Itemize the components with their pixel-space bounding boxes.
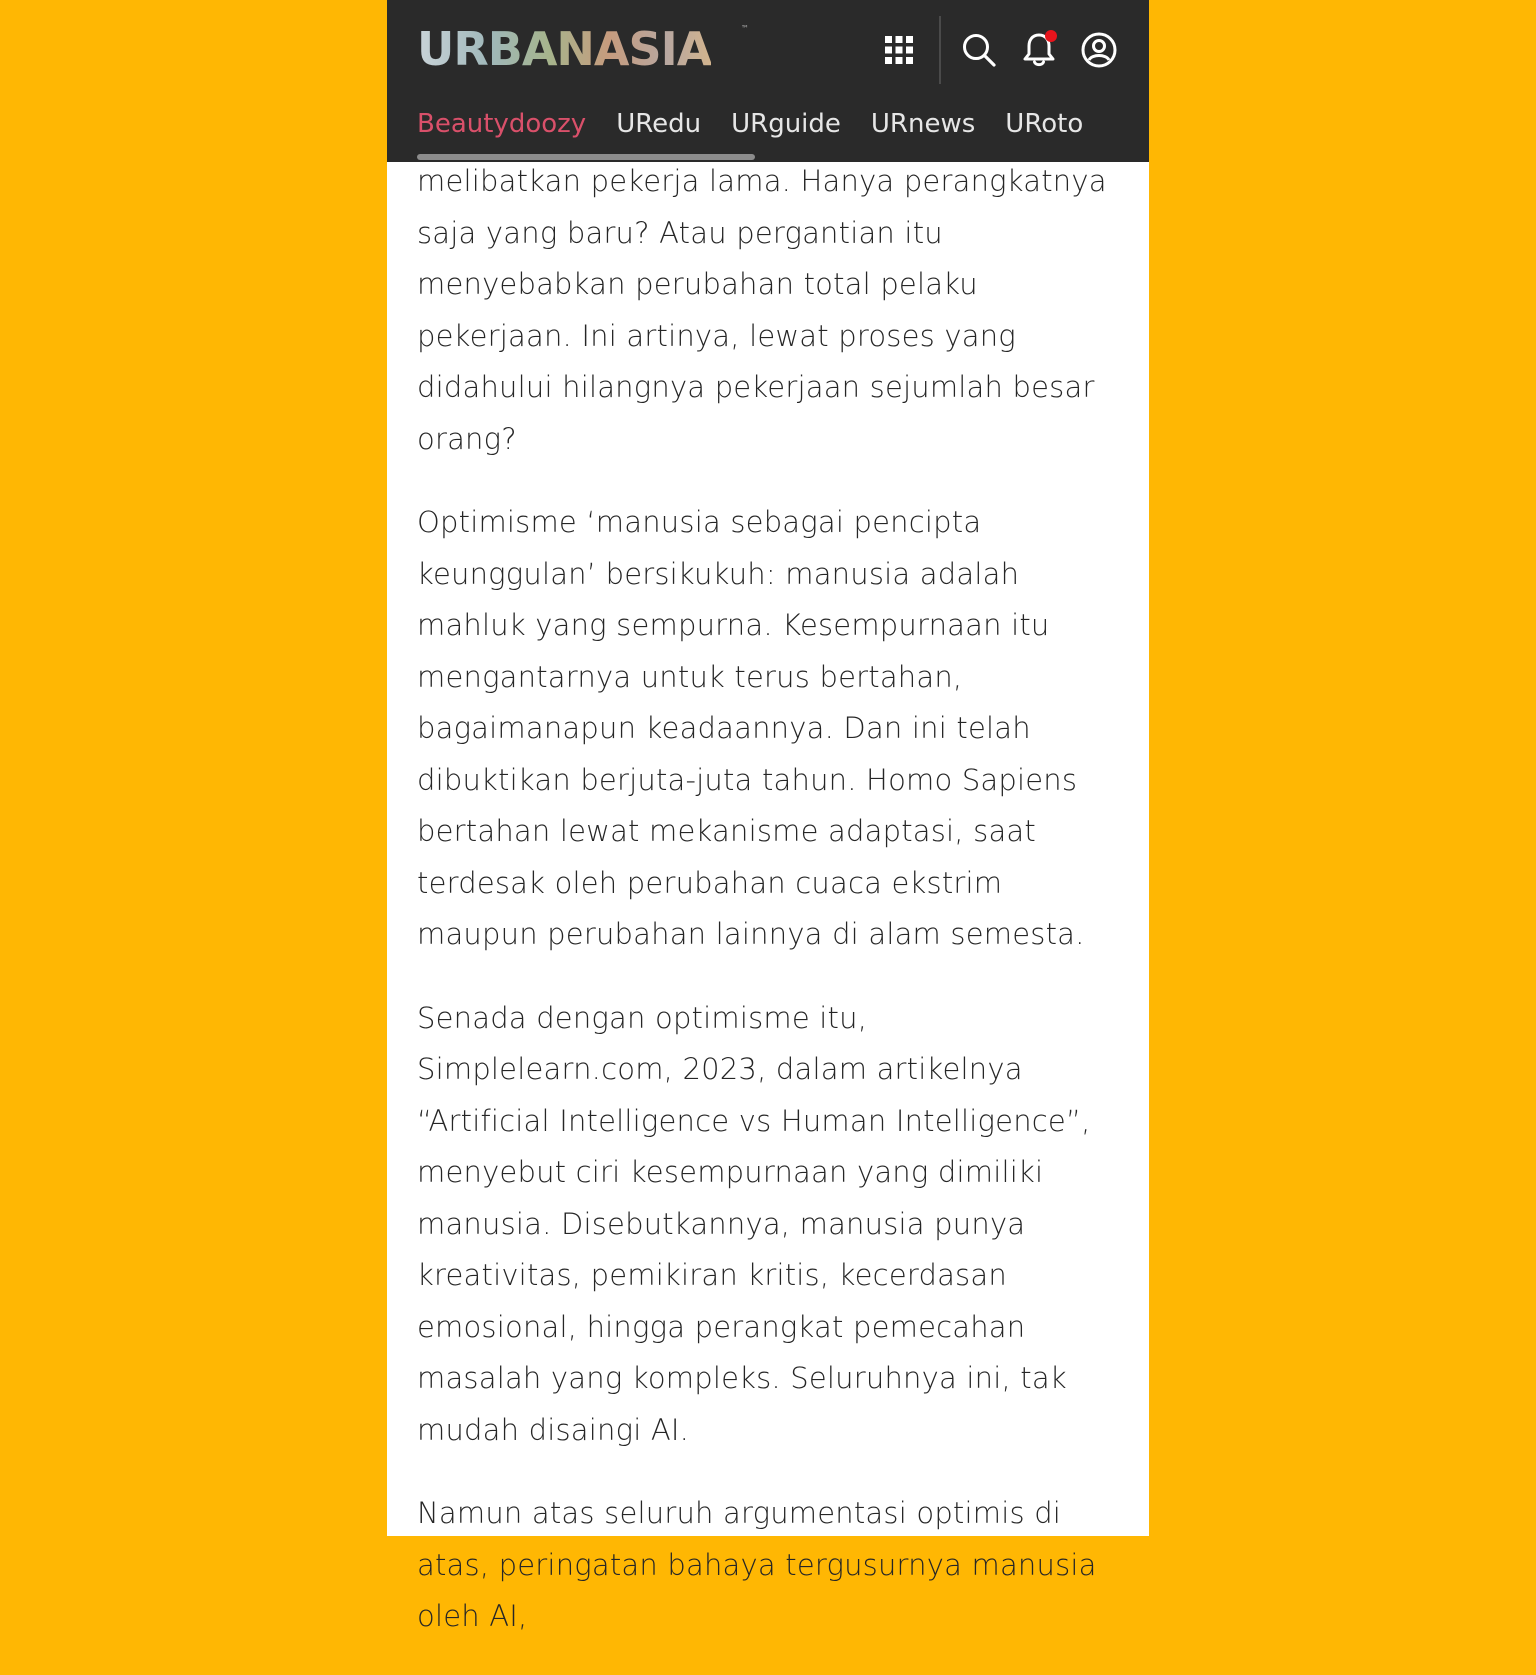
- category-nav: [417, 102, 1083, 146]
- site-header: [387, 0, 1149, 162]
- nav-item-uroto[interactable]: URoto: [1005, 109, 1084, 139]
- nav-scroll-indicator[interactable]: [417, 154, 755, 160]
- nav-item-uredu[interactable]: URedu: [616, 109, 702, 139]
- notifications-button[interactable]: [1017, 28, 1061, 72]
- notification-badge: [1045, 30, 1057, 42]
- header-divider: [939, 16, 941, 84]
- site-logo[interactable]: URBANASIA: [417, 22, 712, 76]
- nav-item-beautydoozy[interactable]: Beautydoozy: [417, 109, 587, 139]
- search-button[interactable]: [957, 28, 1001, 72]
- grid-icon: [884, 35, 914, 65]
- nav-item-urguide[interactable]: URguide: [731, 109, 841, 139]
- nav-item-urnews[interactable]: URnews: [870, 109, 976, 139]
- profile-button[interactable]: [1077, 28, 1121, 72]
- article-paragraph: Namun atas seluruh argumentasi optimis di atas, peringatan bahaya tergusurnya manusia oleh AI,: [417, 1496, 1097, 1633]
- user-circle-icon: [1080, 31, 1118, 69]
- search-icon: [961, 32, 997, 68]
- logo-trademark: ™: [741, 24, 749, 33]
- article-paragraph: Optimisme ‘manusia sebagai pencipta keunggulan’ bersikukuh: manusia adalah mahluk yang sempurna. Kesempurnaan itu mengantarnya untuk terus bertahan, bagaimanapun keadaannya. Dan ini telah dibuktikan berjuta-juta tahun. Homo Sapiens bertahan lewat mekanisme adaptasi, saat terdesak oleh perubahan cuaca ekstrim maupun perubahan lainnya di alam semesta.: [417, 505, 1085, 951]
- article-paragraph: melibatkan pekerja lama. Hanya perangkatnya saja yang baru? Atau pergantian itu menyebabkan perubahan total pelaku pekerjaan. Ini artinya, lewat proses yang didahului hilangnya pekerjaan sejumlah besar orang?: [417, 164, 1107, 456]
- page: [387, 0, 1149, 1633]
- article-body: [417, 156, 1127, 1675]
- article-paragraph: Senada dengan optimisme itu, Simplelearn.com, 2023, dalam artikelnya “Artificial Intelligence vs Human Intelligence”, menyebut ciri kesempurnaan yang dimiliki manusia. Disebutkannya, manusia punya kreativitas, pemikiran kritis, kecerdasan emosional, hingga perangkat pemecahan masalah yang kompleks. Seluruhnya ini, tak mudah disaingi AI.: [417, 1000, 1091, 1447]
- apps-menu-button[interactable]: [877, 28, 921, 72]
